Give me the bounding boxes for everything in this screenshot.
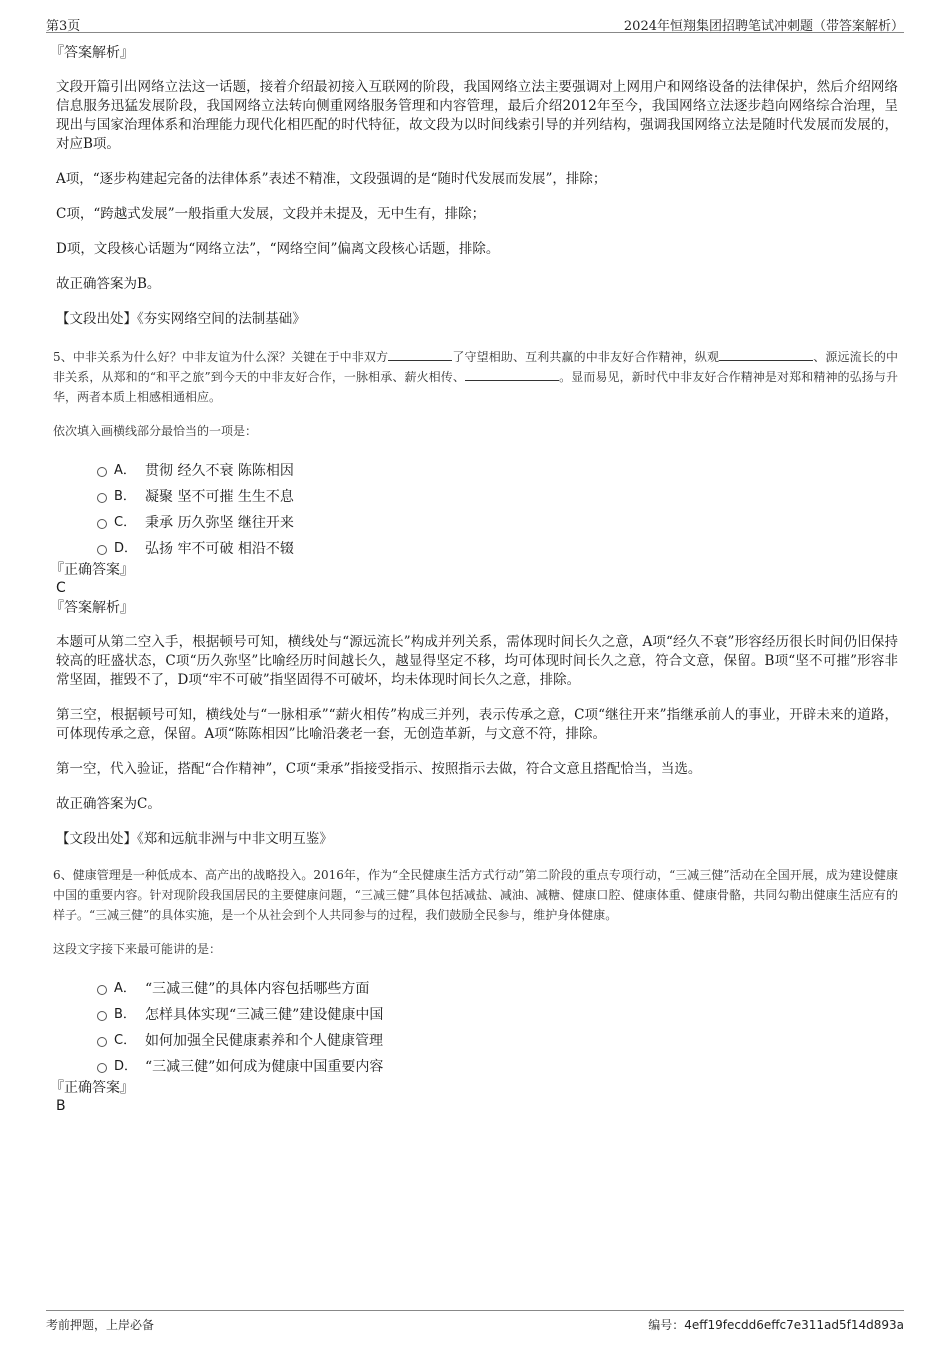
- radio-icon[interactable]: [97, 493, 107, 503]
- analysis-paragraph: A项，“逐步构建起完备的法律体系”表述不精准，文段强调的是“随时代发展而发展”，排除；: [56, 171, 607, 187]
- question-stem: 6、健康管理是一种低成本、高产出的战略投入。2016年，作为“全民健康生活方式行动”第二阶段的重点专项行动，“三减三健”活动在全国开展，成为建设健康中国的重要内容。针对现阶段我国居民的主要健康问题，“三减三健”具体包括减盐、减油、减糖、健康口腔、健康体重、健康骨骼，共同勾勒出健康生活应有的样子。“三减三健”的具体实施，是一个从社会到个人共同参与的过程，我们鼓励全民参与，维护身体健康。: [53, 868, 898, 922]
- option-letter: C．: [114, 515, 137, 530]
- correct-answer-label: 『正确答案』: [50, 1080, 134, 1096]
- blank-1: [388, 348, 452, 361]
- blank-3: [465, 368, 559, 381]
- document-id: [648, 1316, 904, 1333]
- option-text: 怎样具体实现“三减三健”建设健康中国: [145, 1007, 384, 1023]
- option-b[interactable]: [56, 487, 898, 513]
- radio-icon[interactable]: [97, 545, 107, 555]
- option-letter: A．: [114, 981, 136, 996]
- option-a[interactable]: [56, 461, 898, 487]
- options-list: [56, 979, 898, 1083]
- question-prompt: 依次填入画横线部分最恰当的一项是：: [53, 424, 258, 438]
- option-c[interactable]: [56, 513, 898, 539]
- option-b[interactable]: [56, 1005, 898, 1031]
- radio-icon[interactable]: [97, 1063, 107, 1073]
- option-d[interactable]: [56, 539, 898, 565]
- document-title: 2024年恒翔集团招聘笔试冲刺题（带答案解析）: [623, 19, 904, 34]
- question-stem: 5、中非关系为什么好？中非友谊为什么深？关键在于中非双方 了守望相助、互利共赢的中非友好合作精神，纵观 、源远流长的中非关系，从郑和的“和平之旅”到今天的中非友好合作，一脉相承、薪火相传、 。显而易见，新时代中非友好合作精神是对郑和精神的弘扬与升华，两者本质上相感相通相应。: [53, 350, 898, 404]
- analysis-label: 『答案解析』: [50, 45, 134, 61]
- radio-icon[interactable]: [97, 519, 107, 529]
- option-text: 如何加强全民健康素养和个人健康管理: [145, 1033, 383, 1049]
- option-text: 凝聚 坚不可摧 生生不息: [145, 489, 294, 505]
- analysis-label: 『答案解析』: [50, 600, 134, 616]
- option-text: 秉承 历久弥坚 继往开来: [145, 515, 294, 531]
- option-text: “三减三健”的具体内容包括哪些方面: [145, 981, 370, 997]
- passage-source: 【文段出处】《夯实网络空间的法制基础》: [56, 311, 306, 327]
- analysis-paragraph: D项，文段核心话题为“网络立法”，“网络空间”偏离文段核心话题，排除。: [56, 241, 500, 257]
- options-list: [56, 461, 898, 565]
- option-text: “三减三健”如何成为健康中国重要内容: [145, 1059, 384, 1075]
- analysis-paragraph: 第三空，根据顿号可知，横线处与“一脉相承”“薪火相传”构成三并列，表示传承之意，C项“继往开来”指继承前人的事业，开辟未来的道路，可体现传承之意，保留。A项“陈陈相因”比喻沿袭老一套，无创造革新，与文意不符，排除。: [56, 707, 898, 742]
- radio-icon[interactable]: [97, 1011, 107, 1021]
- question-5: [50, 347, 898, 849]
- passage-source: 【文段出处】《郑和远航非洲与中非文明互鉴》: [56, 831, 333, 847]
- question-prompt: 这段文字接下来最可能讲的是：: [53, 942, 222, 956]
- correct-answer: C: [56, 580, 66, 596]
- radio-icon[interactable]: [97, 985, 107, 995]
- option-text: 弘扬 牢不可破 相沿不辍: [145, 541, 294, 557]
- page-content: [50, 44, 898, 1115]
- analysis-paragraph: 本题可从第二空入手，根据顿号可知，横线处与“源远流长”构成并列关系，需体现时间长久之意，A项“经久不衰”形容经历很长时间仍旧保持较高的旺盛状态，C项“历久弥坚”比喻经历时间越长久，越显得坚定不移，均可体现时间长久之意，符合文意，保留。B项“坚不可摧”形容非常坚固，摧毁不了，D项“牢不可破”指坚固得不可破坏，均未体现时间长久之意，排除。: [56, 634, 898, 688]
- correct-answer-label: 『正确答案』: [50, 562, 134, 578]
- page-number: 第3页: [46, 19, 81, 34]
- option-d[interactable]: [56, 1057, 898, 1083]
- q4-analysis: [50, 44, 898, 329]
- option-letter: C．: [114, 1033, 137, 1048]
- option-letter: B．: [114, 1007, 136, 1022]
- option-letter: D．: [114, 1059, 138, 1074]
- option-c[interactable]: [56, 1031, 898, 1057]
- footer-slogan: 考前押题，上岸必备: [46, 1318, 155, 1332]
- analysis-paragraph: C项，“跨越式发展”一般指重大发展，文段并未提及，无中生有，排除；: [56, 206, 486, 222]
- analysis-paragraph: 第一空，代入验证，搭配“合作精神”，C项“秉承”指接受指示、按照指示去做，符合文意且搭配恰当，当选。: [56, 761, 702, 777]
- radio-icon[interactable]: [97, 1037, 107, 1047]
- analysis-conclusion: 故正确答案为C。: [56, 796, 161, 812]
- analysis-conclusion: 故正确答案为B。: [56, 276, 161, 292]
- page-header: [46, 12, 904, 33]
- option-text: 贯彻 经久不衰 陈陈相因: [145, 463, 294, 479]
- page-footer: [46, 1310, 904, 1332]
- correct-answer: B: [56, 1098, 66, 1114]
- option-letter: D．: [114, 541, 138, 556]
- option-letter: A．: [114, 463, 136, 478]
- blank-2: [719, 348, 813, 361]
- analysis-paragraph: 文段开篇引出网络立法这一话题，接着介绍最初接入互联网的阶段，我国网络立法主要强调对上网用户和网络设备的法律保护，然后介绍网络信息服务迅猛发展阶段，我国网络立法转向侧重网络服务管理和内容管理，最后介绍2012年至今，我国网络立法逐步趋向网络综合治理，呈现出与国家治理体系和治理能力现代化相匹配的时代特征，故文段为以时间线索引导的并列结构，强调我国网络立法是随时代发展而发展的，对应B项。: [56, 79, 898, 152]
- radio-icon[interactable]: [97, 467, 107, 477]
- option-letter: B．: [114, 489, 136, 504]
- option-a[interactable]: [56, 979, 898, 1005]
- question-6: [50, 865, 898, 1115]
- document-id-value: 4eff19fecdd6effc7e311ad5f14d893a: [684, 1318, 904, 1332]
- document-id-label: 编号：: [648, 1318, 685, 1332]
